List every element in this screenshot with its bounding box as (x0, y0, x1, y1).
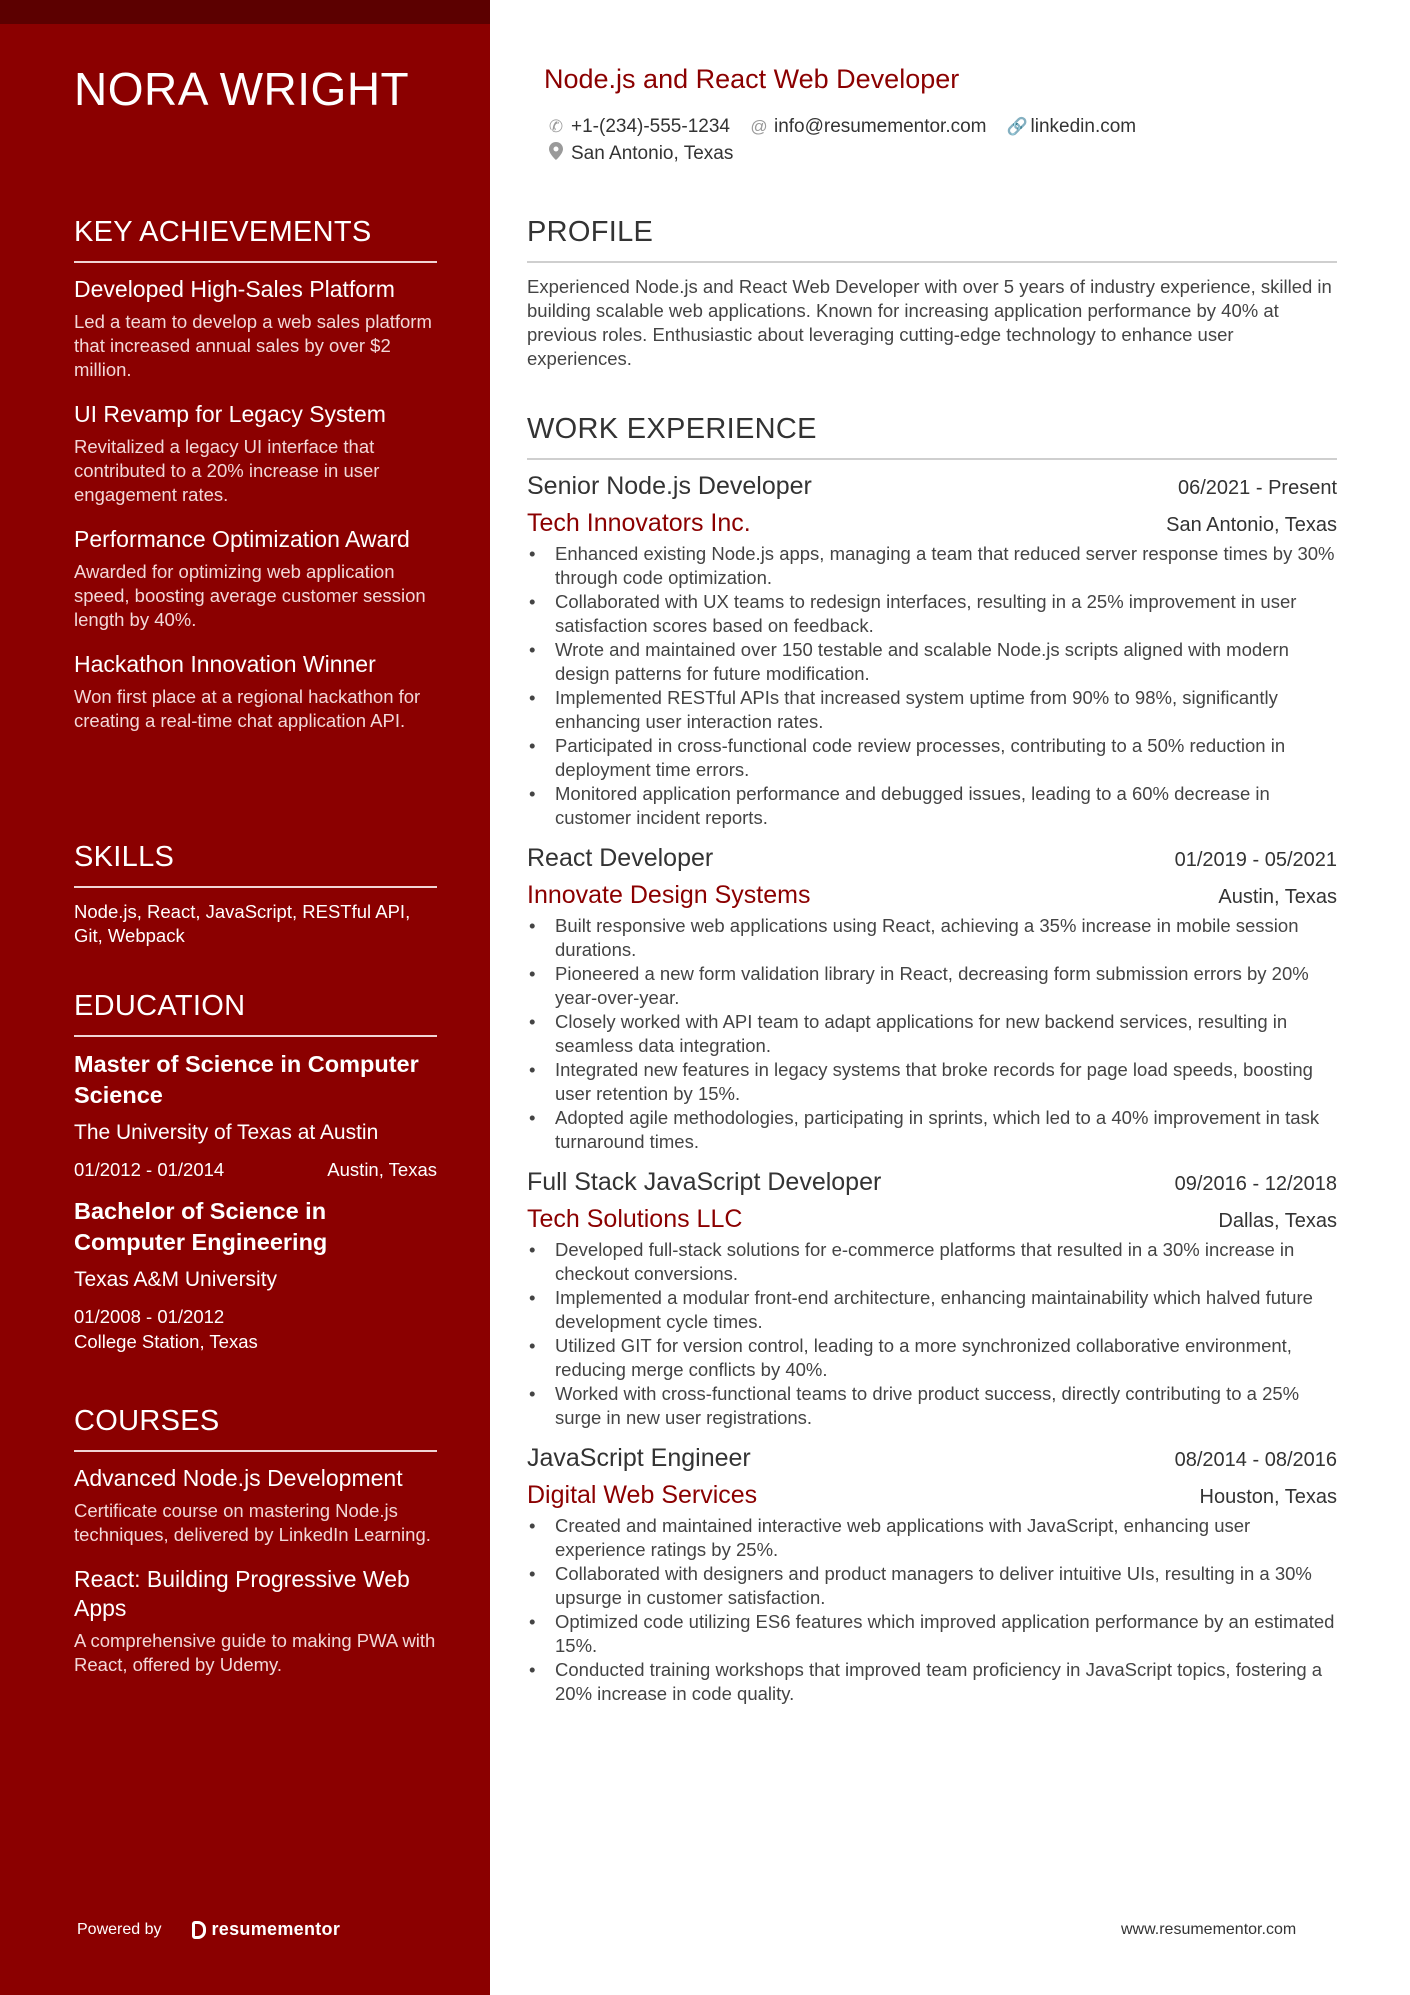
bullet-item: • Monitored application performance and debugged issues, leading to a 60% decrease in customer incident reports. (527, 782, 1337, 830)
job-entry (527, 844, 1337, 1154)
bullet-item: • Worked with cross-functional teams to drive product success, directly contributing to a 25% surge in new user registrations. (527, 1382, 1337, 1430)
section-title: PROFILE (527, 216, 1337, 263)
job-header (527, 844, 1337, 873)
achievement-item (74, 275, 437, 382)
key-achievements-section (74, 216, 437, 751)
job-location: Austin, Texas (1218, 886, 1337, 908)
job-dates: 06/2021 - Present (1178, 477, 1337, 499)
job-role: Senior Node.js Developer (527, 472, 812, 500)
degree: Bachelor of Science in Computer Engineering (74, 1198, 328, 1255)
phone-text: +1-(234)-555-1234 (571, 115, 730, 137)
bullet-item: • Pioneered a new form validation library in React, decreasing form submission errors by 20% year-over-year. (527, 962, 1337, 1010)
achievement-title: Performance Optimization Award (74, 526, 410, 552)
job-entry (527, 1444, 1337, 1706)
bullet-item: • Built responsive web applications using React, achieving a 35% increase in mobile session durations. (527, 914, 1337, 962)
education-location: Austin, Texas (327, 1159, 437, 1180)
location-contact (547, 142, 733, 165)
footer-website-link[interactable]: www.resumementor.com (1121, 1921, 1297, 1938)
achievement-item (74, 650, 437, 733)
job-bullets (527, 1514, 1337, 1706)
bullet-item: • Participated in cross-functional code review processes, contributing to a 50% reduction in deployment time errors. (527, 734, 1337, 782)
skills-section (74, 841, 437, 948)
courses-section (74, 1405, 437, 1695)
company-name: Tech Solutions LLC (527, 1205, 743, 1233)
bullet-item: • Conducted training workshops that improved team proficiency in JavaScript topics, fostering a 20% increase in code quality. (527, 1658, 1337, 1706)
bullet-item: • Developed full-stack solutions for e-commerce platforms that resulted in a 30% increase in checkout conversions. (527, 1238, 1337, 1286)
job-role: React Developer (527, 844, 714, 872)
achievement-title: UI Revamp for Legacy System (74, 401, 386, 427)
bullet-item: • Enhanced existing Node.js apps, managing a team that reduced server response times by 30% through code optimization. (527, 542, 1337, 590)
powered-by (77, 1919, 340, 1940)
email-contact[interactable] (750, 116, 987, 138)
achievement-desc: Won first place at a regional hackathon for creating a real-time chat application API. (74, 686, 421, 731)
achievement-desc: Revitalized a legacy UI interface that contributed to a 20% increase in user engagement rates. (74, 436, 380, 505)
bullet-item: • Closely worked with API team to adapt applications for new backend services, resulting in seamless data integration. (527, 1010, 1337, 1058)
headline: Node.js and React Web Developer (544, 64, 960, 94)
link-icon: 🔗 (1006, 116, 1028, 136)
bullet-item: • Implemented RESTful APIs that increased system uptime from 90% to 98%, significantly enhancing user interaction rates. (527, 686, 1337, 734)
job-location: Dallas, Texas (1218, 1210, 1337, 1232)
sidebar (0, 0, 490, 1995)
work-experience-section (527, 413, 1337, 1720)
education-location: College Station, Texas (74, 1331, 258, 1352)
achievement-desc: Awarded for optimizing web application speed, boosting average customer session length by 40%. (74, 561, 426, 630)
company-row (527, 881, 1337, 910)
section-title: WORK EXPERIENCE (527, 413, 1337, 460)
profile-summary: Experienced Node.js and React Web Developer with over 5 years of industry experience, skilled in building scalable web applications. Known for increasing application performance by 40% at previous roles. Enthusiastic about leveraging cutting-edge technology to enhance user experiences. (527, 276, 1332, 369)
school: Texas A&M University (74, 1268, 278, 1291)
phone-contact[interactable] (547, 116, 730, 138)
job-dates: 08/2014 - 08/2016 (1174, 1449, 1337, 1471)
contact-row (547, 140, 1156, 167)
education-item (74, 1196, 437, 1354)
achievement-item (74, 525, 437, 632)
company-row (527, 509, 1337, 538)
job-header (527, 1168, 1337, 1197)
company-row (527, 1205, 1337, 1234)
section-title: COURSES (74, 1405, 437, 1452)
brand-name: resumementor (211, 1919, 341, 1939)
candidate-name: NORA WRIGHT (74, 63, 410, 115)
job-location: Houston, Texas (1199, 1486, 1337, 1508)
education-dates: 01/2012 - 01/2014 (74, 1159, 225, 1180)
linkedin-contact[interactable] (1007, 116, 1137, 138)
job-header (527, 1444, 1337, 1473)
education-meta (74, 1157, 437, 1182)
company-name: Innovate Design Systems (527, 881, 811, 909)
course-title: Advanced Node.js Development (74, 1465, 403, 1491)
contact-info (547, 113, 1156, 167)
degree: Master of Science in Computer Science (74, 1051, 419, 1108)
section-title: KEY ACHIEVEMENTS (74, 216, 437, 263)
education-section (74, 990, 437, 1368)
phone-icon: ✆ (548, 116, 564, 136)
bullet-item: • Collaborated with UX teams to redesign interfaces, resulting in a 25% improvement in user satisfaction scores based on feedback. (527, 590, 1337, 638)
job-entry (527, 1168, 1337, 1430)
bullet-item: • Implemented a modular front-end architecture, enhancing maintainability which halved future development cycle times. (527, 1286, 1337, 1334)
powered-by-label: Powered by (77, 1920, 162, 1938)
at-icon: @ (750, 116, 768, 136)
job-location: San Antonio, Texas (1166, 514, 1337, 536)
school: The University of Texas at Austin (74, 1121, 379, 1144)
email-text: info@resumementor.com (773, 115, 987, 137)
bullet-item: • Optimized code utilizing ES6 features which improved application performance by an estimated 15%. (527, 1610, 1337, 1658)
job-dates: 01/2019 - 05/2021 (1174, 849, 1337, 871)
achievement-title: Developed High-Sales Platform (74, 276, 395, 302)
company-name: Digital Web Services (527, 1481, 758, 1509)
bullet-item: • Wrote and maintained over 150 testable and scalable Node.js scripts aligned with modern design patterns for future modification. (527, 638, 1337, 686)
sidebar-top-strip (0, 0, 490, 24)
bullet-item: • Created and maintained interactive web applications with JavaScript, enhancing user experience ratings by 25%. (527, 1514, 1337, 1562)
bullet-item: • Collaborated with designers and product managers to deliver intuitive UIs, resulting in a 30% upsurge in customer satisfaction. (527, 1562, 1337, 1610)
location-text: San Antonio, Texas (571, 142, 734, 164)
course-desc: Certificate course on mastering Node.js techniques, delivered by LinkedIn Learning. (74, 1500, 431, 1545)
brand-logo[interactable] (192, 1919, 341, 1940)
job-entry (527, 472, 1337, 830)
job-bullets (527, 542, 1337, 830)
section-title: SKILLS (74, 841, 437, 888)
job-role: JavaScript Engineer (527, 1444, 751, 1472)
course-item (74, 1464, 437, 1547)
achievement-desc: Led a team to develop a web sales platform that increased annual sales by over $2 million. (74, 311, 432, 380)
bullet-item: • Utilized GIT for version control, leading to a more synchronized collaborative environment, reducing merge conflicts by 40%. (527, 1334, 1337, 1382)
job-bullets (527, 914, 1337, 1154)
contact-row (547, 113, 1156, 140)
course-title: React: Building Progressive Web Apps (74, 1566, 410, 1621)
education-dates: 01/2008 - 01/2012 (74, 1306, 225, 1327)
company-name: Tech Innovators Inc. (527, 509, 751, 537)
location-pin-icon (547, 142, 565, 165)
resumementor-logo-icon (192, 1921, 206, 1939)
linkedin-text: linkedin.com (1030, 115, 1137, 137)
education-item (74, 1049, 437, 1182)
bullet-item: • Adopted agile methodologies, participating in sprints, which led to a 40% improvement in task turnaround times. (527, 1106, 1337, 1154)
course-item (74, 1565, 437, 1677)
bullet-item: • Integrated new features in legacy systems that broke records for page load speeds, boosting user retention by 15%. (527, 1058, 1337, 1106)
achievement-item (74, 400, 437, 507)
company-row (527, 1481, 1337, 1510)
job-role: Full Stack JavaScript Developer (527, 1168, 882, 1196)
profile-section (527, 216, 1337, 371)
skills-list: Node.js, React, JavaScript, RESTful API, Git, Webpack (74, 901, 411, 946)
job-header (527, 472, 1337, 501)
section-title: EDUCATION (74, 990, 437, 1037)
course-desc: A comprehensive guide to making PWA with React, offered by Udemy. (74, 1630, 436, 1675)
job-dates: 09/2016 - 12/2018 (1174, 1173, 1337, 1195)
job-bullets (527, 1238, 1337, 1430)
achievement-title: Hackathon Innovation Winner (74, 651, 376, 677)
